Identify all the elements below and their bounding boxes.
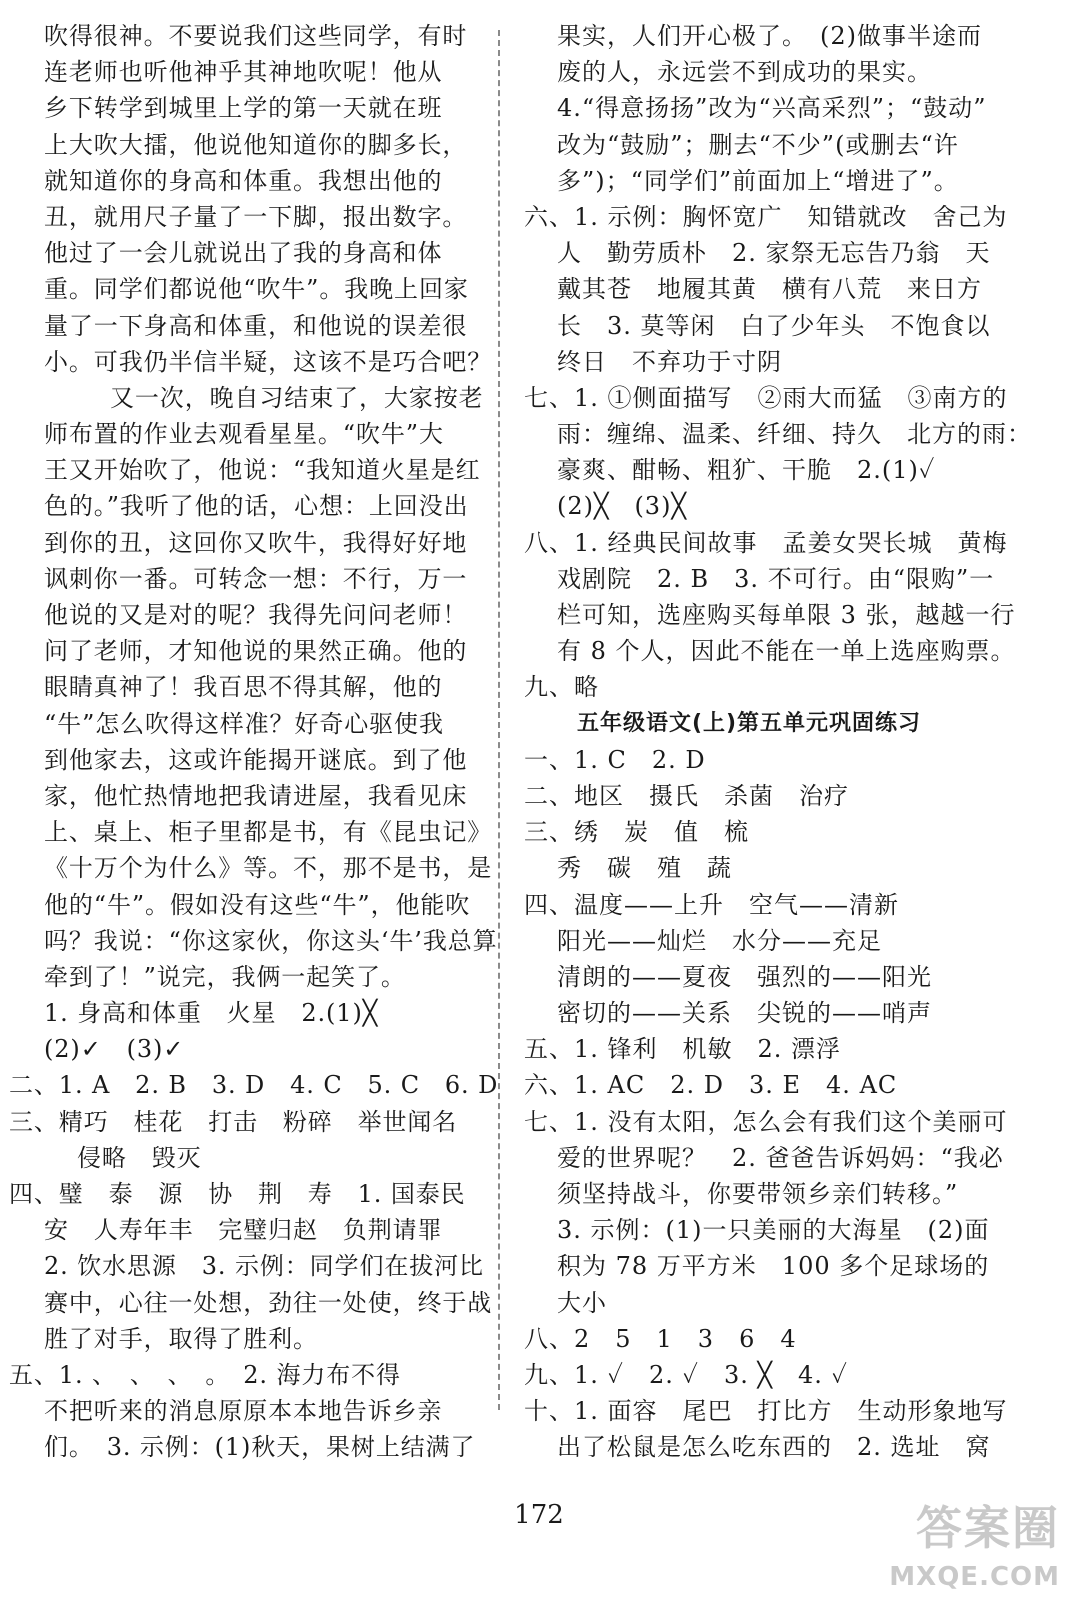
answer-line: 栏可知，选座购买每单限 3 张，越越一行	[557, 601, 1016, 629]
text-line: 他过了一会儿就说出了我的身高和体	[44, 239, 443, 268]
answer-line: 豪爽、酣畅、粗犷、干脆 2.(1)✓	[557, 456, 936, 485]
answer-line: 大小	[557, 1288, 607, 1317]
answer-line: 七、1. 没有太阳，怎么会有我们这个美丽可	[524, 1107, 1008, 1136]
answer-line: 赛中，心往一处想，劲往一处使，终于战	[44, 1288, 493, 1317]
answer-line: 六、1. AC 2. D 3. E 4. AC	[524, 1071, 898, 1100]
answer-line: 九、略	[524, 673, 599, 702]
answer-line: 九、1. ✓ 2. ✓ 3. ╳ 4. ✓	[524, 1360, 848, 1389]
text-line: 吗？我说：“你这家伙，你这头‘牛’我总算	[44, 926, 498, 955]
answer-line: 四、温度——上升 空气——清新	[524, 890, 899, 919]
answer-line: 三、精巧 桂花 打击 粉碎 举世闻名	[9, 1107, 458, 1136]
answer-line: 五、1. 、 、 、 。 2. 海力布不得	[9, 1360, 401, 1389]
answer-line: 三、绣 炭 值 梳	[524, 818, 749, 847]
answer-line: 八、1. 经典民间故事 孟姜女哭长城 黄梅	[524, 528, 1008, 557]
section-title: 五年级语文(上)第五单元巩固练习	[576, 710, 922, 736]
answer-line: 出了松鼠是怎么吃东西的 2. 选址 窝	[557, 1433, 991, 1462]
answer-line: 改为“鼓励”；删去“不少”(或删去“许	[557, 130, 959, 159]
answer-line: 们。 3. 示例：(1)秋天，果树上结满了	[44, 1433, 476, 1462]
text-line: 重。同学们都说他“吹牛”。我晚上回家	[44, 275, 469, 304]
text-line: 牵到了！”说完，我俩一起笑了。	[44, 962, 406, 991]
left-column	[9, 18, 499, 1466]
answer-line: 十、1. 面容 尾巴 打比方 生动形象地写	[524, 1397, 1008, 1426]
text-line: 量了一下身高和体重，和他说的误差很	[44, 311, 468, 340]
answer-line: 终日 不弃功于寸阴	[557, 347, 782, 376]
answer-line: 戏剧院 2. B 3. 不可行。由“限购”一	[557, 564, 995, 593]
text-line: 吹得很神。不要说我们这些同学，有时	[44, 22, 468, 50]
text-line: “牛”怎么吹得这样准？好奇心驱使我	[44, 709, 444, 738]
answer-line: 果实，人们开心极了。 (2)做事半途而	[557, 22, 982, 50]
answer-line: 五、1. 锋利 机敏 2. 漂浮	[524, 1035, 842, 1064]
text-line: 色的。”我听了他的话，心想：上回没出	[44, 492, 469, 521]
answer-line: 七、1. ①侧面描写 ②雨大而猛 ③南方的	[524, 383, 1008, 412]
answer-line: 人 勤劳质朴 2. 家祭无忘告乃翁 天	[557, 239, 991, 268]
answer-line: 安 人寿年丰 完璧归赵 负荆请罪	[44, 1216, 443, 1245]
answer-line: 积为 78 万平方米 100 多个足球场的	[557, 1252, 990, 1281]
text-line: 又一次，晚自习结束了，大家按老	[110, 383, 484, 412]
answer-line: 一、1. C 2. D	[524, 745, 706, 774]
text-line: 他说的又是对的呢？我得先问问老师！	[44, 601, 468, 629]
answer-line: 雨：缠绵、温柔、纤细、持久 北方的雨：	[557, 420, 1032, 449]
answer-line: 多”)；“同学们”前面加上“增进了”。	[557, 166, 959, 195]
text-line: 到你的丑，这回你又吹牛，我得好好地	[44, 528, 468, 557]
text-line: 乡下转学到城里上学的第一天就在班	[44, 94, 443, 123]
answer-line: 爱的世界呢？ 2. 爸爸告诉妈妈：“我必	[557, 1143, 1004, 1172]
answer-line: 二、地区 摄氏 杀菌 治疗	[524, 781, 849, 810]
text-line: 眼睛真神了！我百思不得其解，他的	[44, 673, 443, 702]
text-line: 问了老师，才知他说的果然正确。他的	[44, 637, 468, 666]
watermark-logo	[870, 1492, 1060, 1592]
answer-line: 四、璧 泰 源 协 荆 寿 1. 国泰民	[9, 1180, 466, 1208]
answer-line: 清朗的——夏夜 强烈的——阳光	[557, 962, 932, 991]
text-line: 讽刺你一番。可转念一想：不行，万一	[44, 564, 468, 593]
answer-line: (2)✓ (3)✓	[44, 1035, 185, 1064]
answer-line: 有 8 个人，因此不能在一单上选座购票。	[557, 637, 1016, 666]
page-number: 172	[514, 1500, 564, 1530]
answer-line: 4.“得意扬扬”改为“兴高采烈”；“鼓动”	[557, 94, 987, 123]
text-line: 《十万个为什么》等。不，那不是书，是	[44, 854, 493, 883]
text-line: 他的“牛”。假如没有这些“牛”，他能吹	[44, 890, 471, 919]
watermark-url: MXQE.COM	[889, 1562, 1060, 1592]
answer-line: 八、2 5 1 3 6 4	[524, 1324, 797, 1353]
answer-line: 密切的——关系 尖锐的——哨声	[557, 999, 932, 1028]
text-line: 到他家去，这或许能揭开谜底。到了他	[44, 745, 468, 774]
answer-line: 秀 碳 殖 蔬	[557, 854, 732, 883]
answer-line: 胜了对手，取得了胜利。	[44, 1324, 318, 1353]
answer-line: 2. 饮水思源 3. 示例：同学们在拔河比	[44, 1252, 484, 1281]
answer-line: 阳光——灿烂 水分——充足	[557, 926, 882, 955]
text-line: 上大吹大擂，他说他知道你的脚多长，	[44, 130, 468, 159]
text-line: 师布置的作业去观看星星。“吹牛”大	[44, 420, 444, 449]
watermark-text: 答案圈	[916, 1501, 1060, 1555]
answer-line: 1. 身高和体重 火星 2.(1)╳	[44, 999, 379, 1028]
answer-line: 不把听来的消息原原本本地告诉乡亲	[44, 1397, 443, 1426]
text-line: 王又开始吹了，他说：“我知道火星是红	[44, 456, 481, 485]
text-line: 上、桌上、柜子里都是书，有《昆虫记》	[44, 818, 493, 847]
answer-line: 3. 示例：(1)一只美丽的大海星 (2)面	[557, 1216, 990, 1245]
answer-line: 二、1. A 2. B 3. D 4. C 5. C 6. D	[9, 1071, 499, 1100]
text-line: 丑，就用尺子量了一下脚，报出数字。	[44, 202, 468, 231]
right-column	[524, 18, 1032, 1466]
column-divider	[498, 30, 500, 1410]
text-line: 就知道你的身高和体重。我想出他的	[44, 166, 443, 195]
answer-line: 须坚持战斗，你要带领乡亲们转移。”	[557, 1180, 959, 1208]
text-line: 家，他忙热情地把我请进屋，我看见床	[44, 781, 468, 810]
answer-line: 六、1. 示例：胸怀宽广 知错就改 舍己为	[524, 202, 1008, 231]
answer-line: 戴其苍 地履其黄 横有八荒 来日方	[557, 275, 982, 304]
answer-line: 侵略 毁灭	[77, 1143, 202, 1172]
answer-line: (2)╳ (3)╳	[557, 492, 687, 521]
answer-line: 废的人，永远尝不到成功的果实。	[557, 58, 932, 87]
text-line: 连老师也听他神乎其神地吹呢！他从	[44, 58, 443, 87]
answer-line: 长 3. 莫等闲 白了少年头 不饱食以	[557, 311, 991, 340]
text-line: 小。可我仍半信半疑，这该不是巧合吧？	[44, 347, 493, 376]
